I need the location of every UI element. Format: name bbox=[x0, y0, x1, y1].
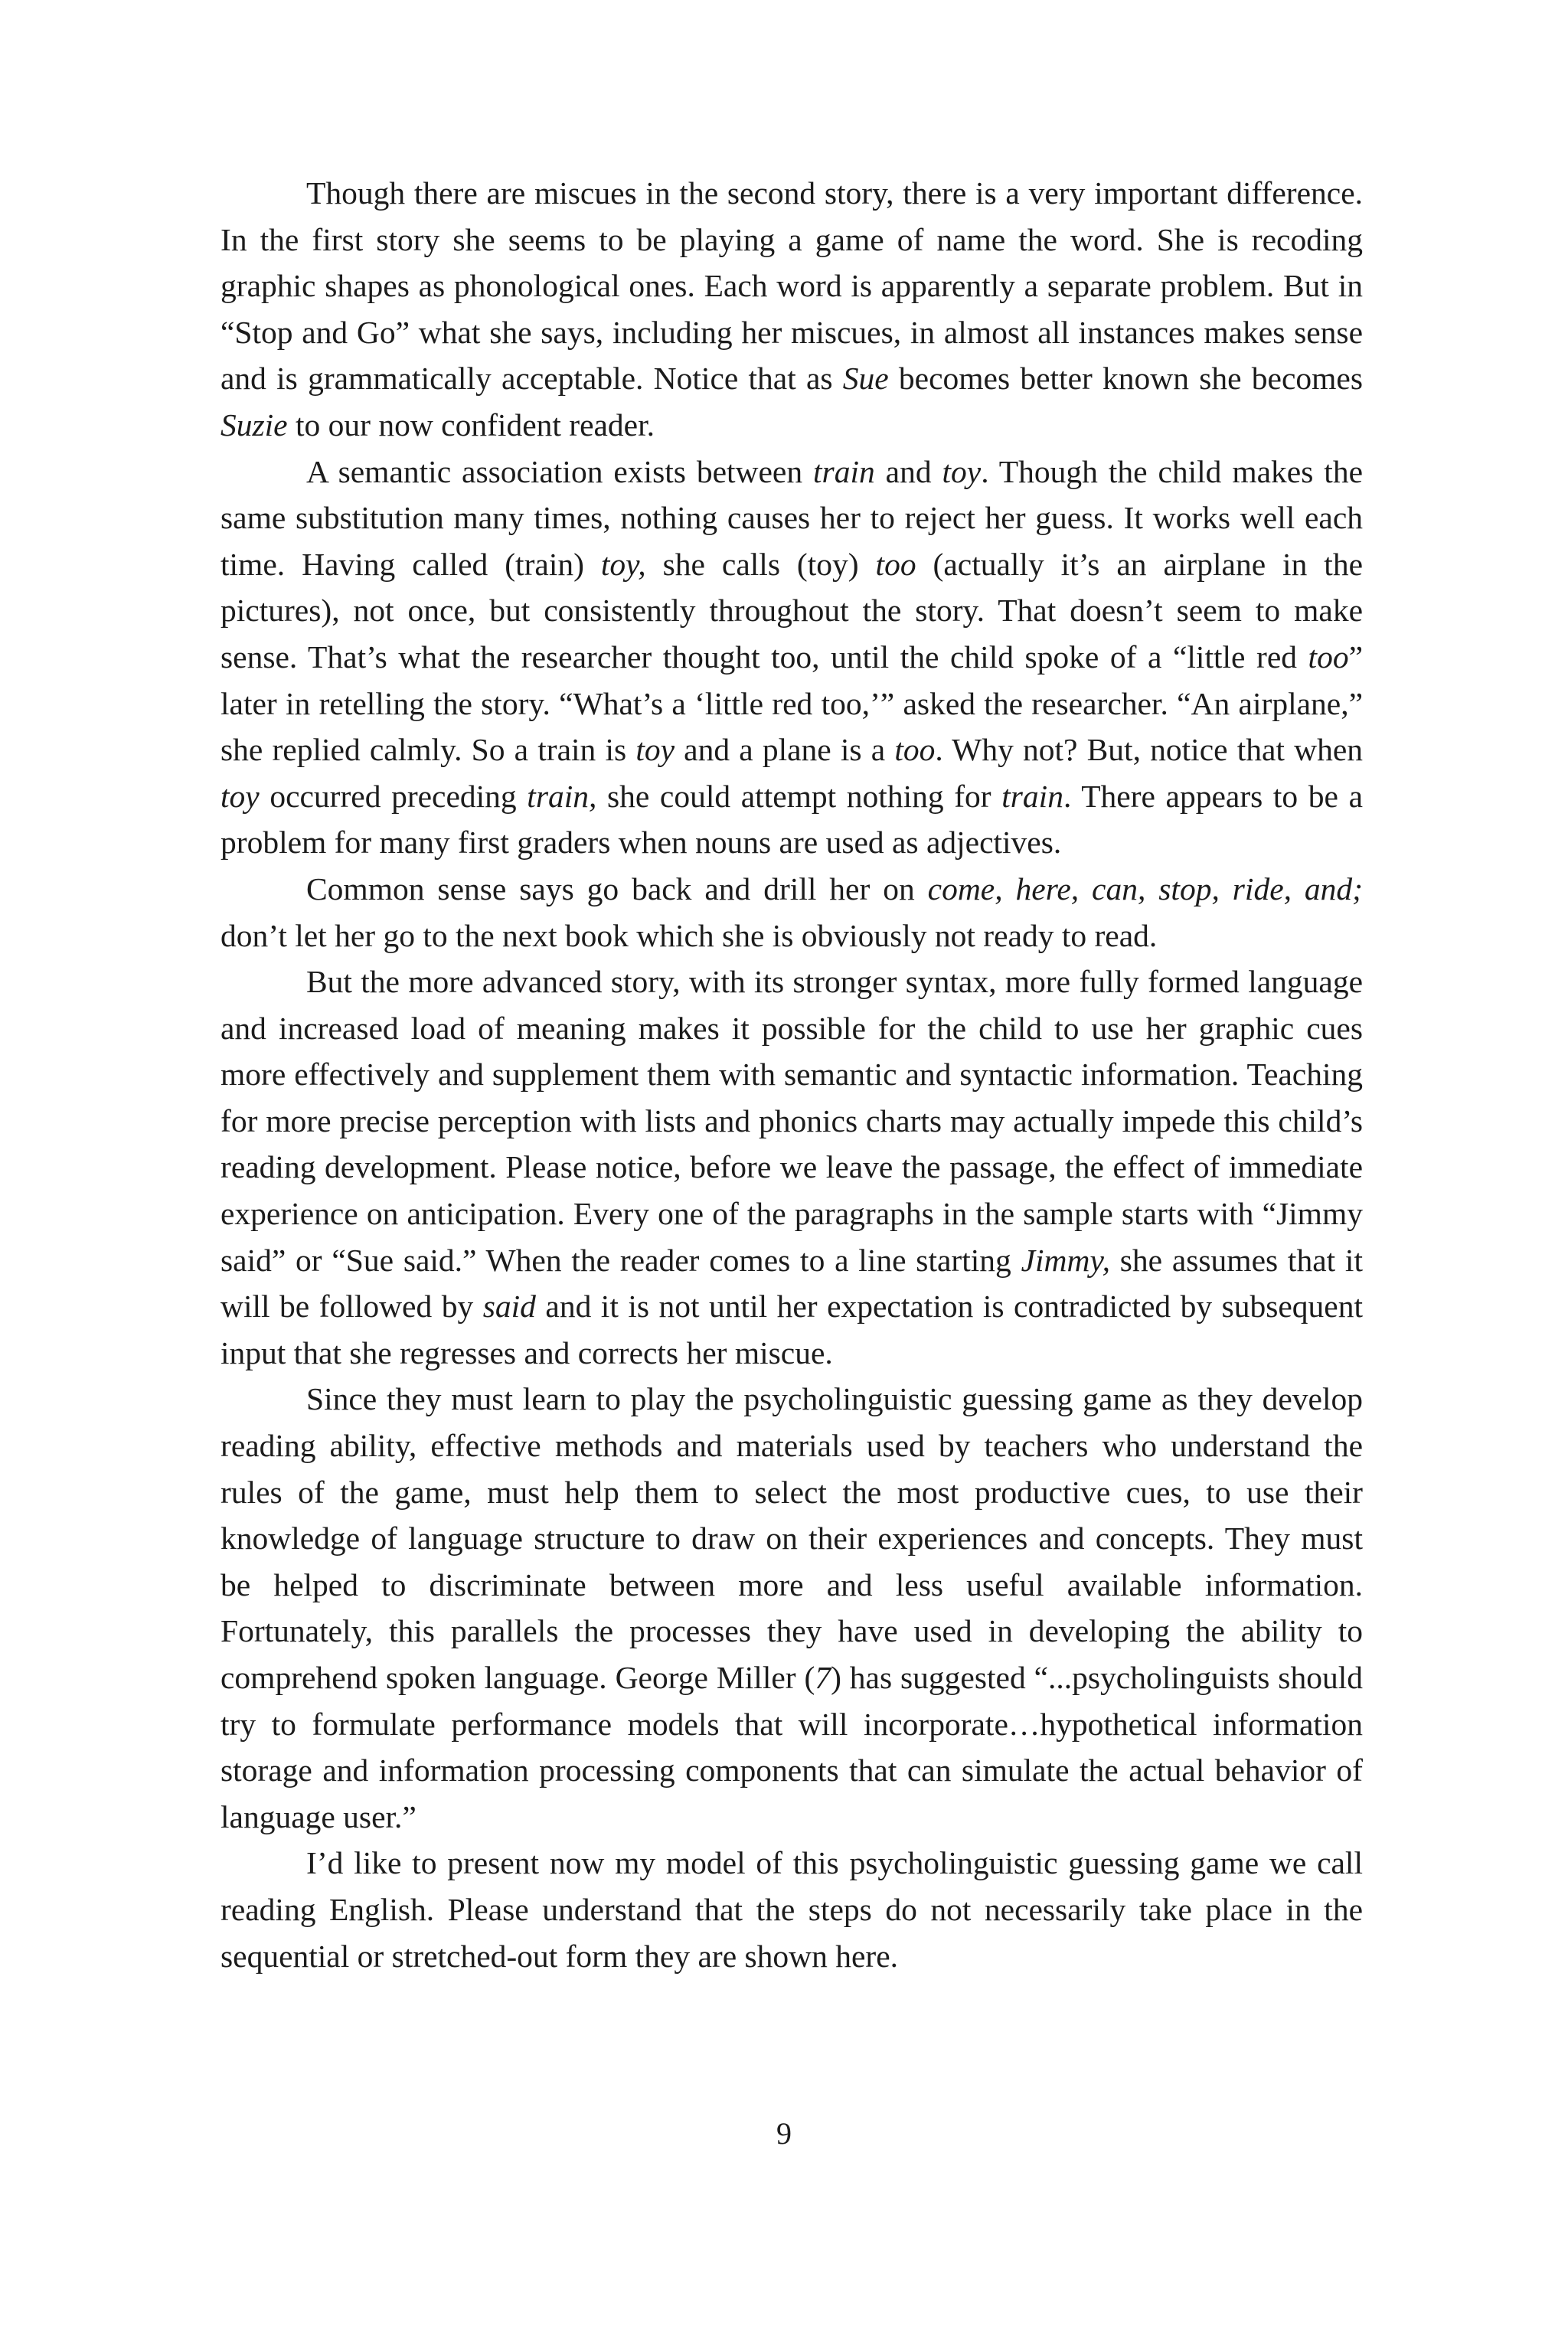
italic-run: 7 bbox=[815, 1660, 831, 1695]
italic-run: said bbox=[482, 1289, 536, 1325]
text-run: she assumes that it will be followed by bbox=[220, 1242, 1363, 1325]
text-run: . There appears to be a problem for many first graders when nouns are used as adjectives. bbox=[220, 778, 1363, 861]
italic-run: too bbox=[1308, 639, 1349, 675]
text-run: Since they must learn to play the psycholinguistic guessing game as they develop reading ability, effective methods and materials used by teachers who understand the rules of the game, must help them to select the most productive cues, to use their knowledge of language structure to draw on their experiences and concepts. They must be helped to discriminate between more and less useful available information. Fortunately, this parallels the processes they have used in developing the ability to comprehend spoken language. George Miller ( bbox=[220, 1381, 1363, 1695]
text-run: and a plane is a bbox=[675, 732, 895, 768]
text-run: and bbox=[874, 453, 942, 489]
text-run: don’t let her go to the next book which she is obviously not ready to read. bbox=[220, 917, 1158, 953]
italic-run: come, here, can, stop, ride, and; bbox=[927, 871, 1363, 906]
body-text bbox=[220, 170, 1363, 1979]
text-run: ) has suggested “...psycholinguists should try to formulate performance models that will incorporate…hypothetical information storage and information processing components that can simulate the actual behavior of language user.” bbox=[220, 1660, 1363, 1834]
text-run: . Though the child makes the same substitution many times, nothing causes her to reject her guess. It works well each time. Having called (train) bbox=[220, 453, 1364, 582]
paragraph bbox=[220, 170, 1363, 449]
text-run: becomes better known she becomes bbox=[888, 361, 1363, 397]
paragraph bbox=[220, 1376, 1363, 1840]
text-run: But the more advanced story, with its stronger syntax, more fully formed language and increased load of meaning makes it possible for the child to use her graphic cues more effectively and supplement them with semantic and syntactic information. Teaching for more precise perception with lists and phonics charts may actually impede this child’s reading development. Please notice, before we leave the passage, the effect of immediate experience on anticipation. Every one of the paragraphs in the sample starts with “Jimmy said” or “Sue said.” When the reader comes to a line starting bbox=[220, 964, 1363, 1278]
italic-run: Sue bbox=[842, 361, 889, 397]
italic-run: toy, bbox=[600, 546, 646, 582]
italic-run: toy bbox=[220, 778, 260, 814]
text-run: to our now confident reader. bbox=[287, 407, 655, 443]
text-run: and it is not until her expectation is contradicted by subsequent input that she regresses and corrects her miscue. bbox=[220, 1289, 1364, 1370]
italic-run: train bbox=[813, 453, 875, 489]
text-run: she calls (toy) bbox=[645, 546, 876, 582]
text-run: Though there are miscues in the second story, there is a very important difference. In the first story she seems to be playing a game of name the word. She is recoding graphic shapes as phonological ones. Each word is apparently a separate problem. But in “Stop and Go” what she says, including her miscues, in almost all instances makes sense and is grammatically acceptable. Notice that as bbox=[220, 175, 1363, 397]
italic-run: train, bbox=[527, 778, 597, 814]
text-run: I’d like to present now my model of this psycholinguistic guessing game we call reading English. Please understand that the steps do not necessarily take place in the sequential or stretched-out form they are shown here. bbox=[220, 1845, 1363, 1974]
page-number: 9 bbox=[776, 2116, 792, 2151]
text-run: . Why not? But, notice that when bbox=[935, 732, 1363, 768]
italic-run: toy bbox=[942, 453, 982, 489]
italic-run: Suzie bbox=[220, 407, 288, 443]
italic-run: too bbox=[875, 546, 916, 582]
italic-run: toy bbox=[635, 732, 675, 768]
text-run: A semantic association exists between bbox=[306, 453, 814, 489]
text-run: occurred preceding bbox=[259, 778, 528, 814]
text-run: ” later in retelling the story. “What’s a ‘little red too,’” asked the researcher. “An airplane,” she replied calmly. So a train is bbox=[220, 639, 1363, 768]
paragraph bbox=[220, 866, 1363, 959]
text-run: (actually it’s an airplane in the pictures), not once, but consistently throughout the story. That doesn’t seem to make sense. That’s what the researcher thought too, until the child spoke of a “little red bbox=[220, 546, 1363, 675]
italic-run: train bbox=[1001, 778, 1063, 814]
paragraph bbox=[220, 1840, 1363, 1979]
paragraph bbox=[220, 959, 1363, 1376]
text-run: Common sense says go back and drill her on bbox=[306, 871, 928, 906]
italic-run: Jimmy, bbox=[1021, 1242, 1110, 1278]
italic-run: too bbox=[894, 732, 936, 768]
paragraph bbox=[220, 449, 1363, 866]
text-run: she could attempt nothing for bbox=[596, 778, 1002, 814]
